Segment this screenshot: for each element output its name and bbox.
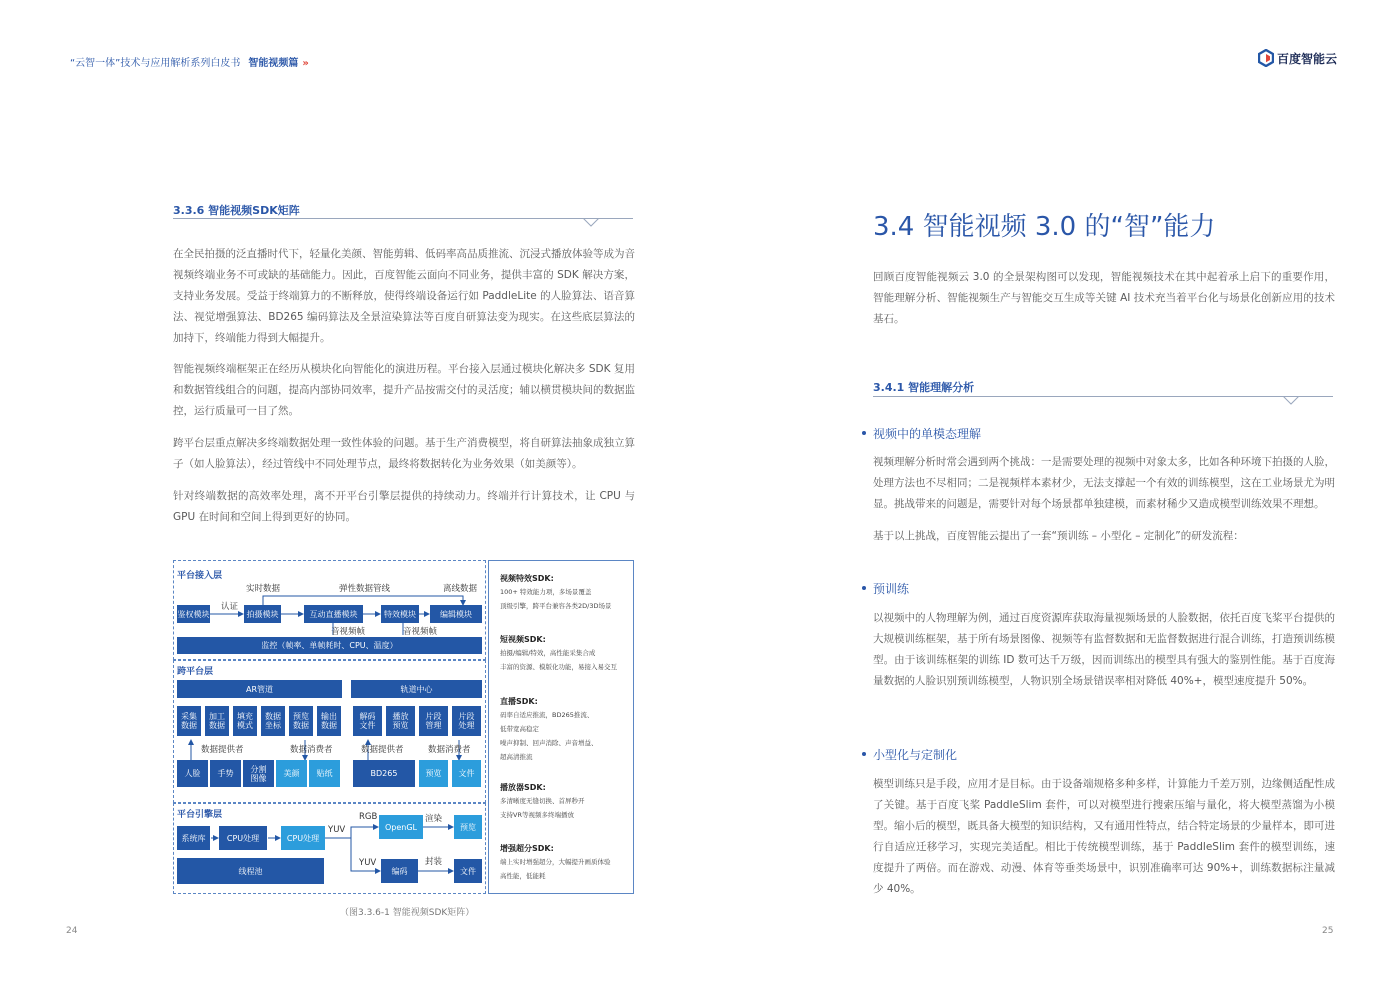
double-chevron-icon: » <box>302 58 307 69</box>
flow-label-pack: 封装 <box>425 857 443 867</box>
sdk-line: 低带宽高稳定 <box>500 725 539 733</box>
ar-item: 填充模式 <box>233 706 257 736</box>
bullet-text: 视频中的单模态理解 <box>873 427 982 441</box>
module-effect: 特效模块 <box>381 605 419 623</box>
flow-label-av-frame-2: 音视频帧 <box>403 627 438 637</box>
flow-label-auth: 认证 <box>221 602 239 612</box>
module-interact: 互动直播模块 <box>304 605 363 623</box>
bullet-text: 预训练 <box>873 582 910 596</box>
spacer <box>177 758 342 759</box>
module-auth: 鉴权模块 <box>177 605 210 623</box>
sdk-line: 100+ 特效能力项，多场景覆盖 <box>500 588 592 596</box>
sdk-line: 码率自适应推流，BD265推流、 <box>500 711 594 719</box>
sdk-line: 多清晰度无缝切换、首屏秒开 <box>500 797 585 805</box>
page-number-right: 25 <box>1322 926 1334 936</box>
series-subtitle: 智能视频篇 <box>248 58 299 69</box>
source-item: BD265 <box>353 760 415 787</box>
figure-caption: （图3.3.6-1 智能视频SDK矩阵） <box>340 908 475 918</box>
source-item: 分割图像 <box>243 760 274 787</box>
ar-item: 加工数据 <box>205 706 229 736</box>
track-center: 轨道中心 <box>351 680 482 698</box>
rule-notch-icon <box>583 218 599 227</box>
section-rule <box>173 218 633 219</box>
paragraph: 模型训练只是手段，应用才是目标。由于设备端规格多种多样，计算能力千差万别，边缘侧适配性成了关键。基于百度飞桨 PaddleSlim 套件，可以对模型进行搜索压缩与量化，将大模型蒸馏为小模型。缩小后的模型，既具备大模型的知识结构，又有通用性特点，结合特定场景的少量样本，即可进行自适应迁移学习，实现完美适配。相比于传统模型训练，基于 PaddleSlim 套件的模型训练，速度提升了两倍。而在游戏、动漫、体育等垂类场景中，识别准确率可达 90%+，训练数据标注量减少 40%。 <box>873 778 1335 895</box>
bullet-heading <box>862 425 981 442</box>
module-capture: 拍摄模块 <box>244 605 281 623</box>
layer-label-access: 平台接入层 <box>177 571 223 581</box>
flow-label-consumer: 数据消费者 <box>290 745 333 755</box>
sdk-line: 支持VR等视频多终端播放 <box>500 811 574 819</box>
paragraph: 针对终端数据的高效率处理，离不开平台引擎层提供的持续动力。终端并行计算技术，让 CPU 与 GPU 在时间和空间上得到更好的协同。 <box>173 490 635 523</box>
brand-logo <box>1258 49 1337 67</box>
ar-item: 预览数据 <box>289 706 313 736</box>
ar-item: 输出数据 <box>317 706 341 736</box>
bullet-dot-icon <box>862 752 866 756</box>
sdk-title: 视频特效SDK: <box>500 574 554 583</box>
header-series-title <box>70 54 307 69</box>
flow-label-yuv: YUV <box>328 825 346 835</box>
paragraph: 智能视频终端框架正在经历从模块化向智能化的演进历程。平台接入层通过模块化解决多 SDK 复用和数据管线组合的问题，提高内部协同效率，提升产品按需交付的灵活度；辅以横贯模块间的数据监控，运行质量可一目了然。 <box>173 363 635 417</box>
engine-preview: 预览 <box>454 815 482 839</box>
flow-label-render: 渲染 <box>425 814 443 824</box>
flow-label-realtime: 实时数据 <box>246 584 281 594</box>
sdk-title: 短视频SDK: <box>500 635 546 644</box>
section-title-understanding: 3.4.1 智能理解分析 <box>873 381 975 394</box>
engine-thread-pool: 线程池 <box>177 858 324 884</box>
ar-item: 数据坐标 <box>261 706 285 736</box>
sdk-list-panel <box>488 560 634 894</box>
sdk-line: 顶级引擎，跨平台兼容各类2D/3D场景 <box>500 602 612 610</box>
bullet-dot-icon <box>862 431 866 435</box>
sdk-title: 直播SDK: <box>500 697 538 706</box>
sdk-line: 噪声抑制、回声消除、声音增益、 <box>500 739 598 747</box>
sdk-line: 丰富的资源、模版化功能，易接入易交互 <box>500 663 617 671</box>
engine-syslib: 系统库 <box>177 826 210 850</box>
bullet-text: 小型化与定制化 <box>873 748 958 762</box>
chapter-title: 3.4 智能视频 3.0 的“智”能力 <box>873 212 1216 242</box>
paragraph: 基于以上挑战，百度智能云提出了一套“预训练 – 小型化 – 定制化”的研发流程： <box>873 530 1244 542</box>
consumer-item: 美颜 <box>276 760 307 787</box>
sdk-line: 拍摄/编辑/特效，高性能采集合成 <box>500 649 596 657</box>
page-number-left: 24 <box>66 926 78 936</box>
track-item: 解码文件 <box>353 706 382 736</box>
flow-label-consumer-2: 数据消费者 <box>428 745 471 755</box>
layer-label-cross: 跨平台层 <box>177 667 214 677</box>
cloud-logo-icon <box>1258 49 1274 67</box>
rule-notch-icon <box>1283 396 1299 405</box>
source-item: 手势 <box>210 760 241 787</box>
sdk-line: 超高清推流 <box>500 753 533 761</box>
flow-label-av-frame: 音视频帧 <box>331 627 366 637</box>
engine-opengl: OpenGL <box>379 815 423 839</box>
engine-file: 文件 <box>454 859 482 883</box>
series-title: “云智一体”技术与应用解析系列白皮书 <box>70 58 241 69</box>
bullet-heading <box>862 746 957 763</box>
sdk-line: 高性能，低能耗 <box>500 872 546 880</box>
source-item: 人脸 <box>177 760 208 787</box>
module-edit: 编辑模块 <box>430 605 482 623</box>
track-item: 片段处理 <box>452 706 481 736</box>
engine-encode: 编码 <box>381 859 418 883</box>
bullet-dot-icon <box>862 586 866 590</box>
paragraph: 以视频中的人物理解为例，通过百度资源库获取海量视频场景的人脸数据，依托百度飞桨平台提供的大规模训练框架，基于所有场景图像、视频等有监督数据和无监督数据进行混合训练，打造预训练模型。由于该训练框架的训练 ID 数可达千万级，因而训练出的模型具有强大的鉴别性能。基于百度海量数据的人脸识别预训练模型，人物识别全场景错误率相对降低 40%+，模型速度提升 50%。 <box>873 612 1335 687</box>
flow-label-provider: 数据提供者 <box>201 745 244 755</box>
intro-paragraph: 回顾百度智能视频云 3.0 的全景架构图可以发现，智能视频技术在其中起着承上启下的重要作用，智能理解分析、智能视频生产与智能交互生成等关键 AI 技术充当着平台化与场景化创新应用的技术基石。 <box>873 271 1335 325</box>
flow-label-yuv-2: YUV <box>359 858 377 868</box>
track-item: 片段管理 <box>419 706 448 736</box>
engine-cpu-2: CPU处理 <box>281 826 325 850</box>
paragraph: 视频理解分析时常会遇到两个挑战：一是需要处理的视频中对象太多，比如各种环境下拍摄的人脸，处理方法也不尽相同；二是视频样本素材少，无法支撑起一个有效的训练模型，这在工业场景尤为明显。挑战带来的问题是，需要针对每个场景都单独建模，而素材稀少又造成模型训练效果不理想。 <box>873 456 1335 510</box>
ar-pipeline: AR管道 <box>177 680 342 698</box>
logo-text: 百度智能云 <box>1277 51 1338 66</box>
sdk-title: 播放器SDK: <box>500 783 546 792</box>
ar-item: 采集数据 <box>177 706 201 736</box>
consumer-item: 贴纸 <box>309 760 340 787</box>
flow-label-provider-2: 数据提供者 <box>361 745 404 755</box>
sdk-title: 增强超分SDK: <box>500 844 554 853</box>
sdk-matrix-diagram <box>173 560 634 894</box>
engine-cpu: CPU处理 <box>219 826 267 850</box>
section-rule <box>873 396 1333 397</box>
bullet-heading <box>862 580 909 597</box>
consumer-item: 预览 <box>419 760 448 787</box>
section-title-sdk-matrix: 3.3.6 智能视频SDK矩阵 <box>173 204 300 217</box>
monitor-bar: 监控（帧率、单帧耗时、CPU、温度） <box>177 637 482 654</box>
flow-label-offline: 离线数据 <box>443 584 478 594</box>
paragraph: 跨平台层重点解决多终端数据处理一致性体验的问题。基于生产消费模型，将自研算法抽象成独立算子（如人脸算法），经过管线中不同处理节点，最终将数据转化为业务效果（如美颜等）。 <box>173 437 635 470</box>
flow-label-rgb: RGB <box>359 812 378 822</box>
paragraph: 在全民拍摄的泛直播时代下，轻量化美颜、智能剪辑、低码率高品质推流、沉浸式播放体验等成为音视频终端业务不可或缺的基础能力。因此，百度智能云面向不同业务，提供丰富的 SDK 解决方案，支持业务发展。受益于终端算力的不断释放，使得终端设备运行如 PaddleLite 的人脸算法、语音算法、视觉增强算法、BD265 编码算法及全景渲染算法等百度自研算法变为现实。在这些底层算法的加持下，终端能力得到大幅提升。 <box>173 248 635 344</box>
track-item: 播放预览 <box>386 706 415 736</box>
flow-label-elastic: 弹性数据管线 <box>339 584 391 594</box>
layer-label-engine: 平台引擎层 <box>177 810 223 820</box>
consumer-item: 文件 <box>452 760 481 787</box>
sdk-line: 端上实时增强超分，大幅提升画质体验 <box>500 858 611 866</box>
